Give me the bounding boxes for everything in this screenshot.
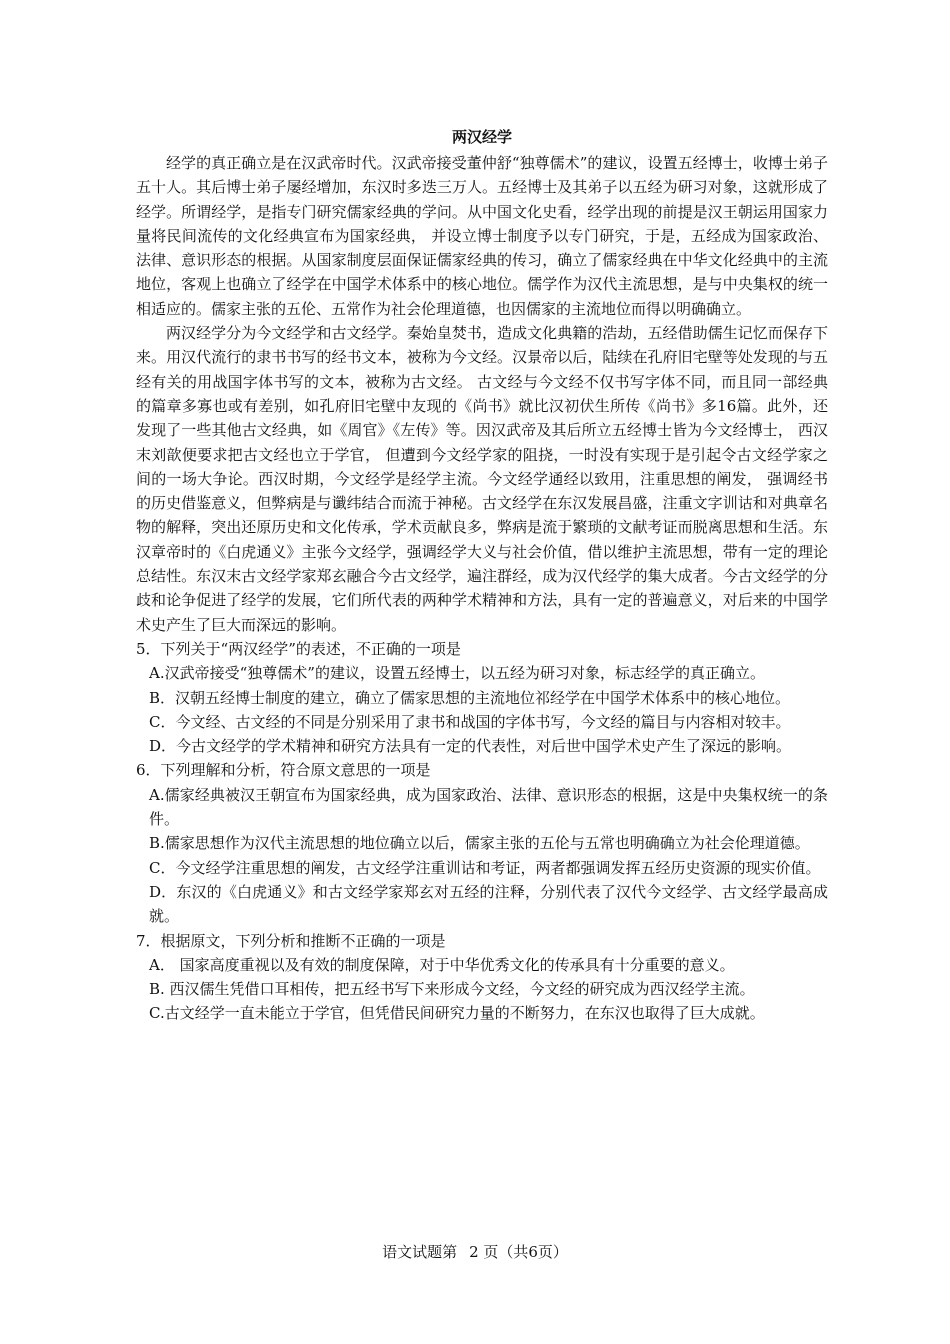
option-a: A． 国家高度重视以及有效的制度保障，对于中华优秀文化的传承具有十分重要的意义。	[149, 955, 735, 974]
option-a: A.汉武帝接受“独尊儒术”的建议，设置五经博士，以五经为研习对象，标志经学的真正确立。	[149, 664, 765, 683]
passage-paragraph-2: 两汉经学分为今文经学和古文经学。秦始皇焚书，造成文化典籍的浩劫，五经借助儒生记忆而保存下来。用汉代流行的隶书书写的经书文本，被称为今文经。汉景帝以后，陆续在孔府旧宅壁等处发现的与五经有关的用战国字体书写的文本，被称为古文经。 古文经与今文经不仅书写字体不同，而且同一部经典的篇章多寡也或有差别，如孔府旧宅壁中友现的《尚书》就比汉初伏生所传《尚书》多16篇。此外，还发现了一些其他古文经典，如《周官》《左传》等。因汉武帝及其后所立五经博士皆为今文经博士， 西汉末刘歆便要求把古文经也立于学官， 但遭到今文经学家的阻挠，一时没有实现于是引起令古文经学家之间的一场大争论。西汉时期，今文经学是经学主流。今文经学通经以致用，注重思想的阐发， 强调经书的历史借鉴意义，但弊病是与谶纬结合而流于神秘。古文经学在东汉发展昌盛，注重文字训诂和对典章名物的解释，突出还原历史和文化传承，学术贡献良多，弊病是流于繁琐的文献考证而脱离思想和生活。东汉章帝时的《白虎通义》主张今文经学，强调经学大义与社会价值，借以维护主流思想，带有一定的理论总结性。东汉末古文经学家郑玄融合今古文经学，遍注群经，成为汉代经学的集大成者。今古文经学的分歧和论争促进了经学的发展，它们所代表的两种学术精神和方法，具有一定的普遍意义，对后来的中国学术史产生了巨大而深远的影响。	[136, 324, 828, 634]
question-stem: 6．下列理解和分析，符合原文意思的一项是	[136, 761, 431, 780]
option-b: B. 西汉儒生凭借口耳相传，把五经书写下来形成今文经，今文经的研究成为西汉经学主流。	[149, 980, 755, 999]
option-d: D．东汉的《白虎通义》和古文经学家郑玄对五经的注释，分别代表了汉代今文经学、古文经学最高成就。	[149, 882, 828, 926]
question-stem: 5．下列关于“两汉经学”的表述，不正确的一项是	[136, 639, 461, 658]
question-stem: 7．根据原文，下列分析和推断不正确的一项是	[136, 931, 446, 950]
question-7	[136, 929, 828, 1026]
option-b: B.儒家思想作为汉代主流思想的地位确立以后，儒家主张的五伦与五常也明确确立为社会伦理道德。	[149, 834, 810, 853]
option-c: C.古文经学一直未能立于学官，但凭借民间研究力量的不断努力，在东汉也取得了巨大成就。	[149, 1004, 765, 1023]
exam-page	[136, 124, 828, 1026]
passage-title: 两汉经学	[451, 128, 512, 146]
option-a: A.儒家经典被汉王朝宣布为国家经典，成为国家政治、法律、意识形态的根据，这是中央集权统一的条件。	[149, 785, 828, 829]
option-b: B．汉朝五经博士制度的建立，确立了儒家思想的主流地位祁经学在中国学术体系中的核心地位。	[149, 688, 791, 707]
question-6	[136, 758, 828, 928]
option-c: C．今文经学注重思想的阐发，古文经学注重训诂和考证，两者都强调发挥五经历史资源的现实价值。	[149, 858, 821, 877]
passage-paragraph-1: 经学的真正确立是在汉武帝时代。汉武帝接受董仲舒“独尊儒术”的建议，设置五经博士，收博士弟子五十人。其后博士弟子屡经增加，东汉时多迭三万人。五经博士及其弟子以五经为研习对象，这就形成了经学。所谓经学，是指专门研究儒家经典的学问。从中国文化史看，经学出现的前提是汉王朝运用国家力量将民间流传的文化经典宣布为国家经典， 并设立博士制度予以专门研究，于是，五经成为国家政治、法律、意识形态的根据。从国家制度层面保证儒家经典的传习，确立了儒家经典在中华文化经典中的主流地位，客观上也确立了经学在中国学术体系中的核心地位。儒学作为汉代主流思想，是与中央集权的统一相适应的。儒家主张的五伦、五常作为社会伦理道德，也因儒家的主流地位而得以明确确立。	[136, 154, 828, 318]
option-c: C．今文经、古文经的不同是分别采用了隶书和战国的字体书写，今文经的篇目与内容相对较丰。	[149, 712, 791, 731]
page-footer	[0, 1240, 950, 1264]
footer-page-number: 2 页（共6页）	[469, 1243, 568, 1261]
footer-subject: 语文试题第	[382, 1243, 458, 1261]
question-5	[136, 637, 828, 758]
option-d: D．今古文经学的学术精神和研究方法具有一定的代表性，对后世中国学术史产生了深远的影响。	[149, 737, 792, 756]
